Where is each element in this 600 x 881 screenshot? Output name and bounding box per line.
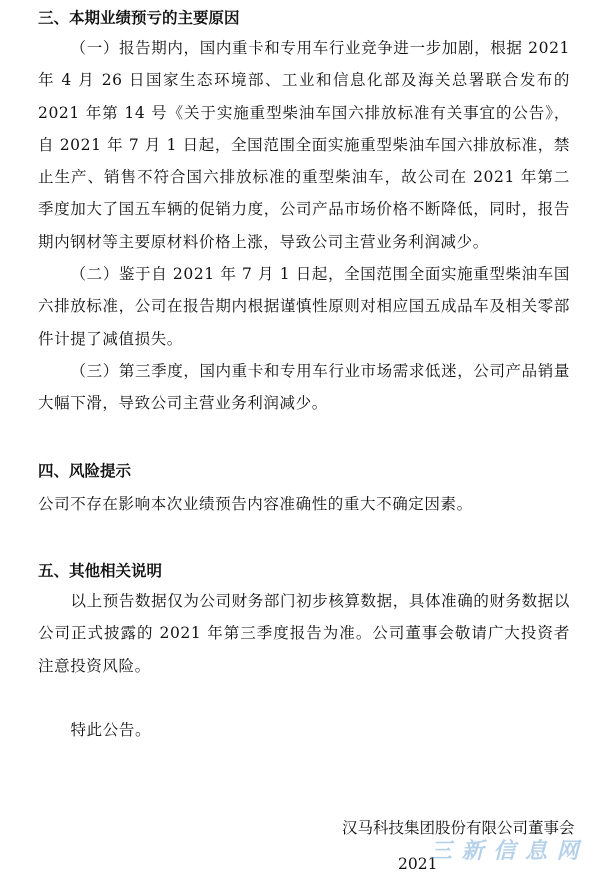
site-watermark: 三 新 信 息 网 [430, 839, 580, 864]
closing-statement: 特此公告。 [70, 721, 152, 739]
company-signature: 汉马科技集团股份有限公司董事会 [342, 819, 575, 837]
announcement-date: 2021 [398, 855, 438, 873]
section-4-heading: 四、风险提示 [38, 462, 132, 480]
section-5-paragraph: 以上预告数据仅为公司财务部门初步核算数据，具体准确的财务数据以公司正式披露的 2021 年第三季度报告为准。公司董事会敬请广大投资者注意投资风险。 [38, 592, 570, 675]
section-5-heading: 五、其他相关说明 [38, 562, 163, 580]
section-3-paragraph-3: （三）第三季度，国内重卡和专用车行业市场需求低迷，公司产品销量大幅下滑，导致公司主营业务利润减少。 [38, 362, 570, 413]
section-3-paragraph-2: （二）鉴于自 2021 年 7 月 1 日起，全国范围全面实施重型柴油车国六排放标准，公司在报告期内根据谨慎性原则对相应国五成品车及相关零部件计提了减值损失。 [38, 265, 570, 348]
section-3-heading: 三、本期业绩预亏的主要原因 [38, 9, 240, 27]
section-4-paragraph: 公司不存在影响本次业绩预告内容准确性的重大不确定因素。 [38, 495, 473, 513]
section-3-paragraph-1: （一）报告期内，国内重卡和专用车行业竞争进一步加剧，根据 2021 年 4 月 26 日国家生态环境部、工业和信息化部及海关总署联合发布的 2021 年第 14 号《关于实施重型柴油车国六排放标准有关事宜的公告》，自 2021 年 7 月 1 日起，全国范围全面实施重型柴油车国六排放标准，禁止生产、销售不符合国六排放标准的重型柴油车，故公司在 2021 年第二季度加大了国五车辆的促销力度，公司产品市场价格不断降低，同时，报告期内钢材等主要原材料价格上涨，导致公司主营业务利润减少。 [38, 39, 570, 251]
